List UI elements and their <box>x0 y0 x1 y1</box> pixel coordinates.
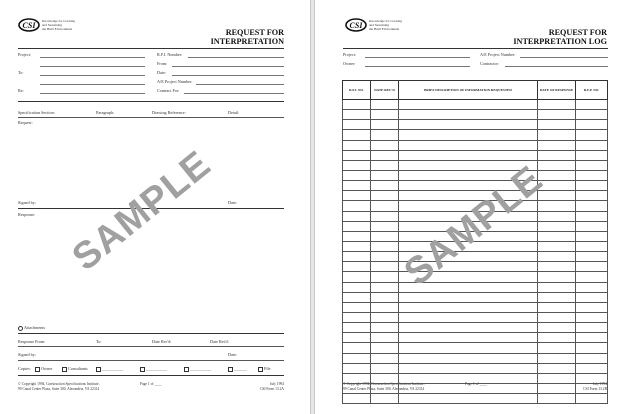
table-cell[interactable] <box>343 241 371 251</box>
table-row <box>343 323 608 333</box>
copy-blank-1[interactable]: __________ <box>96 366 123 372</box>
project-field-2[interactable] <box>40 66 145 67</box>
table-cell[interactable] <box>576 292 608 302</box>
table-cell[interactable] <box>343 282 371 292</box>
log-project-field[interactable] <box>365 57 470 58</box>
table-row <box>343 282 608 292</box>
table-cell[interactable] <box>399 383 538 393</box>
table-cell[interactable] <box>538 130 576 140</box>
table-cell[interactable] <box>399 292 538 302</box>
copies-divider <box>18 375 284 376</box>
table-cell[interactable] <box>538 170 576 180</box>
copy-file-option[interactable]: File <box>258 366 271 372</box>
table-cell[interactable] <box>343 312 371 322</box>
column-header-description: BRIEF DESCRIPTION OF INFORMATION REQUESTED <box>399 81 538 100</box>
table-cell[interactable] <box>399 353 538 363</box>
table-row <box>343 140 608 150</box>
table-cell[interactable] <box>538 211 576 221</box>
table-cell[interactable] <box>576 150 608 160</box>
table-cell[interactable] <box>538 110 576 120</box>
table-cell[interactable] <box>343 323 371 333</box>
project-field[interactable] <box>40 57 145 58</box>
date-recd-label: Date Rec'd: <box>152 339 172 344</box>
column-header-date-of-response: DATE OF RESPONSE <box>538 81 576 100</box>
table-row <box>343 150 608 160</box>
table-cell[interactable] <box>371 170 399 180</box>
response-date-label: Date: <box>228 352 238 357</box>
table-cell[interactable] <box>576 312 608 322</box>
footer-copyright: © Copyright 1994, Construction Specifications Institute, 99 Canal Center Plaza, Suite 300, Alexandria, VA 22314 <box>18 382 100 391</box>
table-cell[interactable] <box>343 170 371 180</box>
copy-consultants-option[interactable]: Consultants <box>62 366 88 372</box>
csi-logo-icon <box>18 18 40 32</box>
table-cell[interactable] <box>371 201 399 211</box>
from-field[interactable] <box>172 66 284 67</box>
table-cell[interactable] <box>538 353 576 363</box>
table-cell[interactable] <box>343 231 371 241</box>
table-cell[interactable] <box>399 120 538 130</box>
date-field[interactable] <box>172 75 284 76</box>
table-cell[interactable] <box>538 323 576 333</box>
table-cell[interactable] <box>576 333 608 343</box>
log-project-label: Project: <box>343 52 357 57</box>
rfi-number-label: R.F.I. Number: <box>157 52 183 57</box>
table-cell[interactable] <box>399 130 538 140</box>
table-cell[interactable] <box>343 160 371 170</box>
table-cell[interactable] <box>343 373 371 383</box>
table-cell[interactable] <box>371 140 399 150</box>
table-cell[interactable] <box>343 150 371 160</box>
copy-blank-4[interactable]: ______ <box>228 366 247 372</box>
re-field[interactable] <box>40 93 145 94</box>
header-divider <box>18 48 284 49</box>
project-label: Project: <box>18 52 32 57</box>
table-cell[interactable] <box>371 130 399 140</box>
table-cell[interactable] <box>576 252 608 262</box>
copy-blank-3[interactable]: __________ <box>184 366 211 372</box>
table-cell[interactable] <box>538 150 576 160</box>
table-cell[interactable] <box>371 292 399 302</box>
table-cell[interactable] <box>538 241 576 251</box>
table-cell[interactable] <box>343 353 371 363</box>
response-to-label: To: <box>96 339 102 344</box>
re-label: Re: <box>18 88 24 93</box>
table-cell[interactable] <box>399 394 538 404</box>
signed-divider <box>18 360 284 361</box>
table-cell[interactable] <box>371 343 399 353</box>
table-row <box>343 353 608 363</box>
table-cell[interactable] <box>576 211 608 221</box>
request-label: Request: <box>18 120 33 125</box>
table-cell[interactable] <box>371 110 399 120</box>
table-cell[interactable] <box>576 302 608 312</box>
section-divider <box>18 101 284 102</box>
table-cell[interactable] <box>538 100 576 110</box>
footer-form-info: July 1994 CSI Form 13.2A <box>259 382 284 391</box>
to-label: To: <box>18 70 24 75</box>
log-contractor-field[interactable] <box>505 66 608 67</box>
table-cell[interactable] <box>399 110 538 120</box>
signed-by-label: Signed by: <box>18 200 37 205</box>
table-cell[interactable] <box>399 312 538 322</box>
table-cell[interactable] <box>538 282 576 292</box>
table-cell[interactable] <box>343 110 371 120</box>
table-cell[interactable] <box>371 150 399 160</box>
to-field-2[interactable] <box>40 84 145 85</box>
table-cell[interactable] <box>371 282 399 292</box>
column-header-date-recd: DATE REC'D <box>371 81 399 100</box>
table-cell[interactable] <box>576 363 608 373</box>
table-cell[interactable] <box>371 181 399 191</box>
form-title: REQUEST FOR INTERPRETATION <box>210 28 284 46</box>
log-title: REQUEST FOR INTERPRETATION LOG <box>513 28 607 46</box>
table-cell[interactable] <box>371 312 399 322</box>
table-cell[interactable] <box>576 262 608 272</box>
table-cell[interactable] <box>576 160 608 170</box>
log-owner-field[interactable] <box>365 66 470 67</box>
response-from-label: Response From: <box>18 339 46 344</box>
ae-project-number-field[interactable] <box>196 84 284 85</box>
copy-owner-option[interactable]: Owner <box>35 366 52 372</box>
table-cell[interactable] <box>538 262 576 272</box>
table-cell[interactable] <box>343 343 371 353</box>
table-cell[interactable] <box>576 231 608 241</box>
table-cell[interactable] <box>538 120 576 130</box>
spec-row-divider <box>18 117 284 118</box>
to-field[interactable] <box>40 75 145 76</box>
table-cell[interactable] <box>343 302 371 312</box>
table-cell[interactable] <box>371 100 399 110</box>
table-cell[interactable] <box>371 323 399 333</box>
table-cell[interactable] <box>371 272 399 282</box>
signed-by-2-label: Signed by: <box>18 352 37 357</box>
table-row <box>343 110 608 120</box>
copies-label: Copies: <box>18 366 31 371</box>
owner-checkbox[interactable] <box>35 367 40 372</box>
table-cell[interactable] <box>371 373 399 383</box>
table-cell[interactable] <box>538 201 576 211</box>
table-cell[interactable] <box>399 323 538 333</box>
table-cell[interactable] <box>343 292 371 302</box>
table-cell[interactable] <box>371 394 399 404</box>
table-cell[interactable] <box>371 120 399 130</box>
table-cell[interactable] <box>343 181 371 191</box>
log-owner-label: Owner: <box>343 61 356 66</box>
table-cell[interactable] <box>343 383 371 393</box>
table-cell[interactable] <box>371 211 399 221</box>
table-row <box>343 100 608 110</box>
column-header-rfp-no: R.F.P. NO. <box>576 81 608 100</box>
table-cell[interactable] <box>576 323 608 333</box>
table-cell[interactable] <box>399 343 538 353</box>
table-row <box>343 394 608 404</box>
table-cell[interactable] <box>371 191 399 201</box>
contract-for-label: Contract For: <box>157 88 180 93</box>
table-cell[interactable] <box>399 150 538 160</box>
rfi-number-field[interactable] <box>188 57 284 58</box>
table-cell[interactable] <box>538 312 576 322</box>
table-row <box>343 363 608 373</box>
log-table-header-row <box>343 81 608 100</box>
table-cell[interactable] <box>538 140 576 150</box>
table-cell[interactable] <box>576 353 608 363</box>
table-row <box>343 120 608 130</box>
table-cell[interactable] <box>576 191 608 201</box>
table-cell[interactable] <box>576 110 608 120</box>
footer-page: Page 1 of ____ <box>465 382 487 386</box>
table-cell[interactable] <box>538 292 576 302</box>
date-retd-label: Date Ret'd: <box>210 339 229 344</box>
table-cell[interactable] <box>343 191 371 201</box>
table-cell[interactable] <box>343 363 371 373</box>
table-cell[interactable] <box>343 262 371 272</box>
svg-text:CSI: CSI <box>349 21 363 30</box>
table-cell[interactable] <box>371 363 399 373</box>
logo-tagline: Knowledge for Creating and Sustaining the Built Environment <box>42 19 75 32</box>
table-row <box>343 130 608 140</box>
table-cell[interactable] <box>576 100 608 110</box>
table-cell[interactable] <box>576 373 608 383</box>
response-divider <box>18 333 284 334</box>
table-cell[interactable] <box>343 221 371 231</box>
blank-checkbox-3[interactable] <box>184 367 189 372</box>
table-row <box>343 383 608 393</box>
table-cell[interactable] <box>343 272 371 282</box>
footer-copyright: © Copyright 1994, Construction Specifications Institute, 99 Canal Center Plaza, Suite 300, Alexandria, VA 22314 <box>343 382 425 391</box>
table-cell[interactable] <box>371 262 399 272</box>
table-row <box>343 333 608 343</box>
table-cell[interactable] <box>399 373 538 383</box>
file-checkbox[interactable] <box>258 367 263 372</box>
ae-project-number-label: A/E Project Number: <box>157 79 193 84</box>
table-cell[interactable] <box>343 333 371 343</box>
specification-section-label: Specification Section: <box>18 110 55 115</box>
table-cell[interactable] <box>576 272 608 282</box>
table-cell[interactable] <box>576 181 608 191</box>
table-cell[interactable] <box>371 160 399 170</box>
paragraph-label: Paragraph: <box>96 110 115 115</box>
table-row <box>343 373 608 383</box>
table-cell[interactable] <box>576 394 608 404</box>
sample-watermark-log: SAMPLE <box>396 158 551 295</box>
table-cell[interactable] <box>538 160 576 170</box>
from-label: From: <box>157 61 168 66</box>
table-row <box>343 302 608 312</box>
table-cell[interactable] <box>371 231 399 241</box>
blank-checkbox-4[interactable] <box>228 367 233 372</box>
table-row <box>343 160 608 170</box>
table-cell[interactable] <box>538 394 576 404</box>
table-cell[interactable] <box>538 231 576 241</box>
header-divider <box>343 48 608 49</box>
table-row <box>343 292 608 302</box>
date-label: Date: <box>157 70 167 75</box>
table-cell[interactable] <box>371 333 399 343</box>
blank-checkbox-2[interactable] <box>140 367 145 372</box>
table-cell[interactable] <box>343 140 371 150</box>
table-row <box>343 343 608 353</box>
sample-watermark: SAMPLE <box>64 143 219 280</box>
attachments-checkbox[interactable] <box>18 326 23 331</box>
consultants-checkbox[interactable] <box>62 367 67 372</box>
table-cell[interactable] <box>343 120 371 130</box>
attachments-option[interactable]: Attachments <box>18 325 45 331</box>
table-cell[interactable] <box>538 333 576 343</box>
table-cell[interactable] <box>576 221 608 231</box>
footer-page: Page 1 of ____ <box>140 382 162 386</box>
table-cell[interactable] <box>371 383 399 393</box>
request-date-label: Date: <box>228 200 238 205</box>
table-cell[interactable] <box>371 353 399 363</box>
table-cell[interactable] <box>399 302 538 312</box>
table-cell[interactable] <box>538 383 576 393</box>
table-cell[interactable] <box>343 130 371 140</box>
drawing-reference-label: Drawing Reference: <box>152 110 186 115</box>
log-contractor-label: Contractor: <box>480 61 500 66</box>
table-cell[interactable] <box>538 252 576 262</box>
table-row <box>343 170 608 180</box>
table-cell[interactable] <box>538 373 576 383</box>
logo-tagline: Knowledge for Creating and Sustaining the Built Environment <box>369 19 402 32</box>
response-label: Response: <box>18 212 36 217</box>
table-row <box>343 312 608 322</box>
rfi-form-page <box>0 0 311 414</box>
table-cell[interactable] <box>538 302 576 312</box>
table-cell[interactable] <box>371 302 399 312</box>
table-row <box>343 181 608 191</box>
table-cell[interactable] <box>576 383 608 393</box>
table-cell[interactable] <box>576 241 608 251</box>
table-cell[interactable] <box>576 282 608 292</box>
detail-label: Detail: <box>228 110 240 115</box>
table-cell[interactable] <box>538 221 576 231</box>
table-cell[interactable] <box>343 100 371 110</box>
table-cell[interactable] <box>576 170 608 180</box>
table-cell[interactable] <box>538 272 576 282</box>
table-cell[interactable] <box>343 394 371 404</box>
log-ae-project-number-label: A/E Project Number: <box>480 52 516 57</box>
svg-text:CSI: CSI <box>22 21 36 30</box>
contract-for-field[interactable] <box>184 93 284 94</box>
table-cell[interactable] <box>371 252 399 262</box>
table-cell[interactable] <box>399 140 538 150</box>
blank-checkbox-1[interactable] <box>96 367 101 372</box>
table-cell[interactable] <box>343 211 371 221</box>
table-cell[interactable] <box>399 333 538 343</box>
table-row <box>343 272 608 282</box>
table-cell[interactable] <box>343 201 371 211</box>
table-cell[interactable] <box>371 241 399 251</box>
copy-blank-2[interactable]: __________ <box>140 366 167 372</box>
table-cell[interactable] <box>576 120 608 130</box>
table-cell[interactable] <box>576 201 608 211</box>
table-cell[interactable] <box>576 343 608 353</box>
csi-logo-icon <box>345 18 367 32</box>
table-cell[interactable] <box>399 363 538 373</box>
column-header-rfi-no: R.F.I. NO. <box>343 81 371 100</box>
response-from-divider <box>18 346 284 347</box>
table-cell[interactable] <box>538 343 576 353</box>
log-ae-project-number-field[interactable] <box>520 57 608 58</box>
table-cell[interactable] <box>371 221 399 231</box>
table-cell[interactable] <box>538 363 576 373</box>
footer-form-info: July 1994 CSI Form 13.2B <box>583 382 607 391</box>
table-cell[interactable] <box>576 140 608 150</box>
table-cell[interactable] <box>576 130 608 140</box>
table-cell[interactable] <box>343 252 371 262</box>
table-cell[interactable] <box>399 100 538 110</box>
table-row <box>343 262 608 272</box>
